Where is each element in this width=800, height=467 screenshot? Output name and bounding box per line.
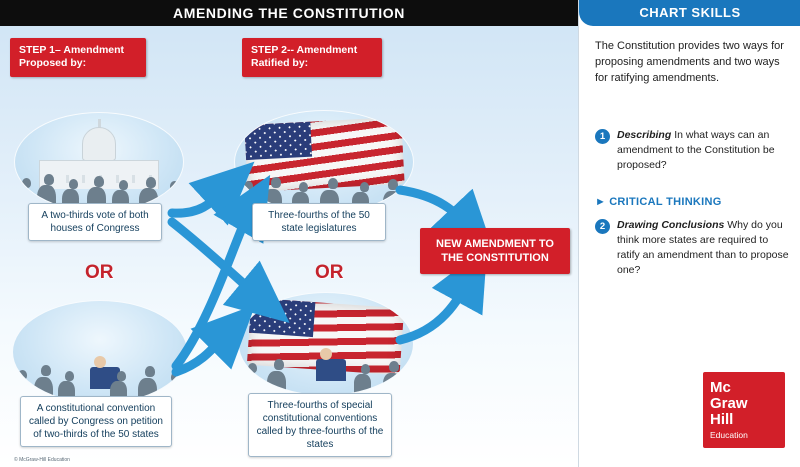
caption-state-legislatures: Three-fourths of the 50 state legislatures bbox=[252, 203, 386, 241]
triangle-right-icon: ► bbox=[595, 196, 607, 208]
mcgraw-hill-logo bbox=[703, 372, 785, 448]
or-label-ratification: OR bbox=[315, 262, 344, 283]
skill-number-badge: 2 bbox=[595, 219, 610, 234]
or-label-proposal: OR bbox=[85, 262, 114, 283]
logo-line-3: Hill bbox=[710, 411, 734, 428]
convention-illustration bbox=[12, 300, 188, 404]
skill-kind-label: Describing bbox=[617, 129, 672, 141]
chart-skills-intro: The Constitution provides two ways for proposing amendments and two ways for ratifying amendments. bbox=[595, 40, 784, 84]
copyright-credit: © McGraw-Hill Education bbox=[14, 457, 70, 463]
capitol-illustration bbox=[14, 112, 184, 212]
crowd-silhouette bbox=[239, 350, 413, 395]
capitol-dome-icon bbox=[82, 127, 116, 161]
chart-skills-panel bbox=[578, 0, 800, 467]
skill-item-1 bbox=[595, 128, 791, 173]
logo-line-2: Graw bbox=[710, 395, 748, 412]
logo-line-4: Education bbox=[710, 430, 748, 440]
skill-question: In what ways can an amendment to the Constitution be proposed? bbox=[617, 129, 775, 171]
caption-house-vote: A two-thirds vote of both houses of Congress bbox=[28, 203, 162, 241]
diagram-title: AMENDING THE CONSTITUTION bbox=[0, 0, 578, 26]
new-amendment-result: NEW AMENDMENT TO THE CONSTITUTION bbox=[420, 228, 570, 274]
logo-line-1: Mc bbox=[710, 379, 731, 396]
caption-special-conventions: Three-fourths of special constitutional conventions called by three-fourths of the states bbox=[248, 393, 392, 457]
critical-thinking-label: ► CRITICAL THINKING bbox=[595, 196, 722, 208]
skill-item-2 bbox=[595, 218, 791, 278]
step2-banner: STEP 2-- Amendment Ratified by: bbox=[242, 38, 382, 77]
flag-illustration-top bbox=[234, 110, 414, 214]
chart-skills-header: CHART SKILLS bbox=[579, 0, 800, 26]
flag-canton bbox=[244, 122, 312, 160]
step1-banner: STEP 1– Amendment Proposed by: bbox=[10, 38, 146, 77]
caption-constitutional-convention: A constitutional convention called by Congress on petition of two-thirds of the 50 states bbox=[20, 396, 172, 447]
flag-canton bbox=[250, 298, 317, 337]
flag-illustration-bottom bbox=[238, 292, 414, 396]
skill-question: Why do you think more states are required to ratify an amendment than to propose one? bbox=[617, 219, 789, 276]
skill-kind-label: Drawing Conclusions bbox=[617, 219, 725, 231]
skill-number-badge: 1 bbox=[595, 129, 610, 144]
